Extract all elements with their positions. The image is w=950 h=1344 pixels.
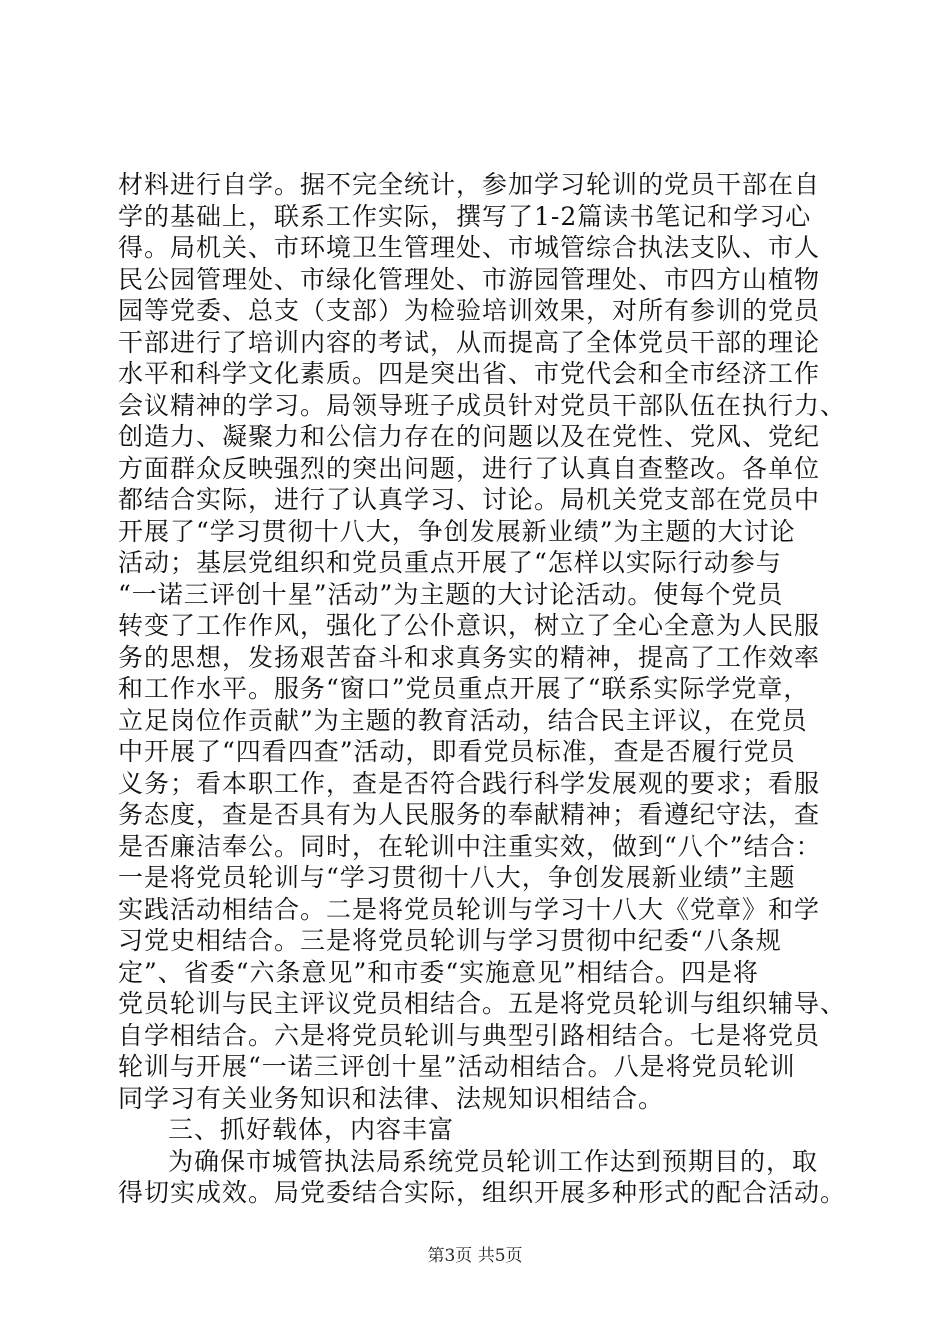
text-line: 民公园管理处、市绿化管理处、市游园管理处、市四方山植物: [118, 264, 821, 294]
text-line: 都结合实际，进行了认真学习、讨论。局机关党支部在党员中: [118, 485, 821, 514]
text-line: 转变了工作作风，强化了公仆意识，树立了全心全意为人民服: [118, 611, 821, 640]
text-line: 水平和科学文化素质。四是突出省、市党代会和全市经济工作: [118, 359, 821, 388]
text-line: 是否廉洁奉公。同时，在轮训中注重实效，做到“八个”结合：: [118, 831, 822, 861]
section-heading: 三、抓好载体，内容丰富: [168, 1115, 455, 1144]
text-line: “一诺三评创十星”活动”为主题的大讨论活动。使每个党员: [118, 579, 784, 609]
text-line: 一是将党员轮训与“学习贯彻十八大，争创发展新业绩”主题: [118, 863, 796, 892]
text-line: 务的思想，发扬艰苦奋斗和求真务实的精神，提高了工作效率: [118, 642, 821, 672]
text-line: 习党史相结合。三是将党员轮训与学习贯彻中纪委“八条规: [118, 926, 782, 955]
text-line: 创造力、凝聚力和公信力存在的问题以及在党性、党风、党纪: [118, 422, 821, 451]
text-line: 和工作水平。服务“窗口”党员重点开展了“联系实际学党章，: [118, 674, 810, 703]
text-line: 活动；基层党组织和党员重点开展了“怎样以实际行动参与: [118, 548, 782, 577]
text-line: 中开展了“四看四查”活动，即看党员标准，查是否履行党员: [118, 737, 796, 766]
text-line: 材料进行自学。据不完全统计，参加学习轮训的党员干部在自: [118, 170, 821, 199]
text-line: 实践活动相结合。二是将党员轮训与学习十八大《党章》和学: [118, 894, 821, 924]
document-body: [118, 169, 858, 1209]
text-line: 开展了“学习贯彻十八大，争创发展新业绩”为主题的大讨论: [118, 516, 796, 546]
text-line: 为确保市城管执法局系统党员轮训工作达到预期目的，取: [168, 1146, 819, 1176]
text-line: 得。局机关、市环境卫生管理处、市城管综合执法支队、市人: [118, 233, 821, 262]
text-line: 党员轮训与民主评议党员相结合。五是将党员轮训与组织辅导、: [118, 989, 847, 1018]
text-line: 轮训与开展“一诺三评创十星”活动相结合。八是将党员轮训: [118, 1052, 796, 1081]
text-line: 义务；看本职工作，查是否符合践行科学发展观的要求；看服: [118, 768, 821, 798]
text-line: 方面群众反映强烈的突出问题，进行了认真自查整改。各单位: [118, 453, 821, 483]
text-line: 自学相结合。六是将党员轮训与典型引路相结合。七是将党员: [118, 1020, 821, 1050]
page-number-footer: 第3页 共5页: [427, 1246, 523, 1266]
text-line: 干部进行了培训内容的考试，从而提高了全体党员干部的理论: [118, 327, 821, 357]
text-line: 学的基础上，联系工作实际，撰写了1-2篇读书笔记和学习心: [118, 201, 812, 231]
text-line: 定”、省委“六条意见”和市委“实施意见”相结合。四是将: [118, 957, 759, 987]
text-line: 会议精神的学习。局领导班子成员针对党员干部队伍在执行力、: [118, 390, 847, 420]
text-line: 园等党委、总支（支部）为检验培训效果，对所有参训的党员: [118, 296, 821, 325]
text-line: 务态度，查是否具有为人民服务的奉献精神；看遵纪守法，查: [118, 800, 821, 829]
text-line: 得切实成效。局党委结合实际，组织开展多种形式的配合活动。: [118, 1178, 847, 1207]
text-line: 同学习有关业务知识和法律、法规知识相结合。: [118, 1083, 665, 1113]
text-line: 立足岗位作贡献”为主题的教育活动，结合民主评议，在党员: [118, 705, 808, 735]
